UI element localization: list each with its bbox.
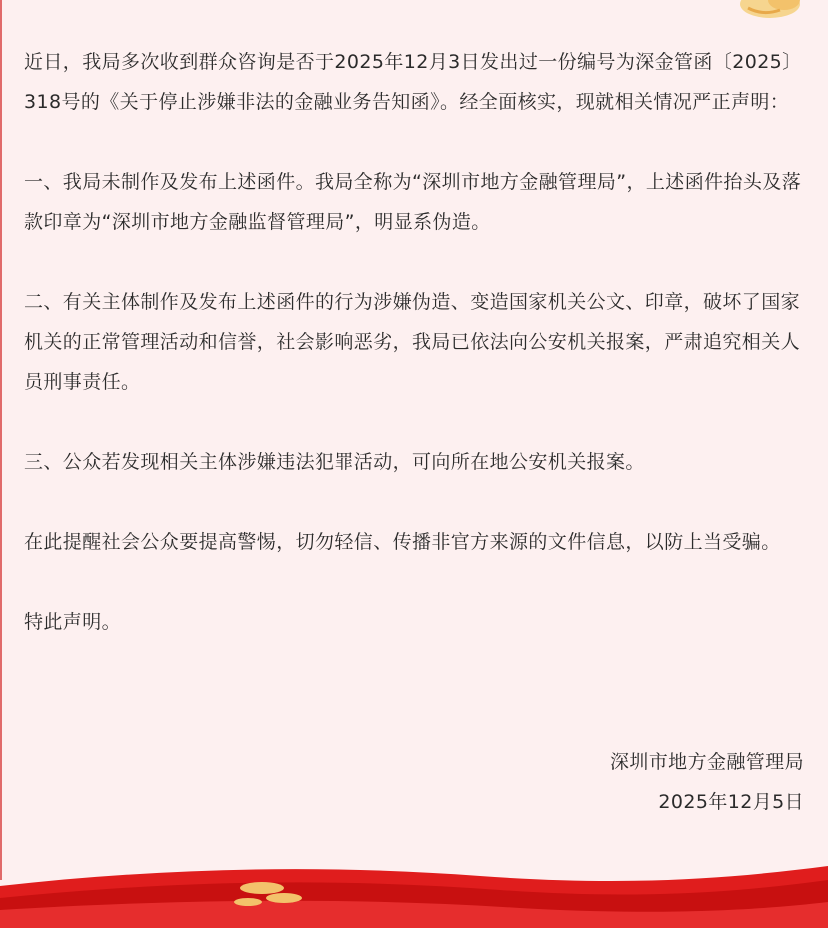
paragraph-intro: 近日，我局多次收到群众咨询是否于2025年12月3日发出过一份编号为深金管函〔2025〕318号的《关于停止涉嫌非法的金融业务告知函》。经全面核实，现就相关情况严正声明： <box>24 51 802 113</box>
paragraph-reminder: 在此提醒社会公众要提高警惕，切勿轻信、传播非官方来源的文件信息，以防上当受骗。 <box>24 531 781 553</box>
signature-block <box>610 742 804 822</box>
paragraph-point-3: 三、公众若发现相关主体涉嫌违法犯罪活动，可向所在地公安机关报案。 <box>24 451 645 473</box>
signature-date: 2025年12月5日 <box>658 791 804 813</box>
red-ribbon-banner-icon <box>0 858 828 928</box>
left-border-line <box>0 0 2 880</box>
paragraph-point-1: 一、我局未制作及发布上述函件。我局全称为“深圳市地方金融管理局”，上述函件抬头及落款印章为“深圳市地方金融监督管理局”，明显系伪造。 <box>24 171 802 233</box>
paragraph-closing: 特此声明。 <box>24 611 122 633</box>
paragraph-point-2: 二、有关主体制作及发布上述函件的行为涉嫌伪造、变造国家机关公文、印章，破坏了国家机关的正常管理活动和信誉，社会影响恶劣，我局已依法向公安机关报案，严肃追究相关人员刑事责任。 <box>24 291 801 393</box>
gold-cloud-ornament-icon <box>718 0 808 22</box>
statement-body <box>24 42 814 642</box>
signature-organization: 深圳市地方金融管理局 <box>609 751 804 773</box>
